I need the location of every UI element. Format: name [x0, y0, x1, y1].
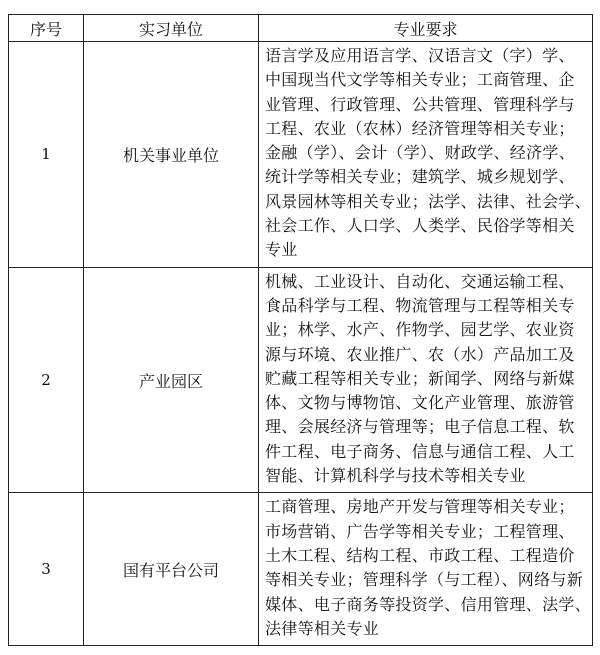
requirement-line: 件工程、电子商务、信息与通信工程、人工: [265, 441, 575, 461]
row-major-requirements: [259, 493, 593, 646]
requirement-line: 体、文物与博物馆、文化产业管理、旅游管: [265, 393, 575, 413]
header-internship-unit: 实习单位: [84, 15, 259, 42]
requirement-line: 统计学等相关专业；建筑学、城乡规划学、: [265, 167, 575, 187]
table-row: [9, 267, 593, 493]
internship-table: [8, 14, 593, 646]
table-row: [9, 493, 593, 646]
requirement-line: 市场营销、广告学等相关专业；工程管理、: [265, 521, 575, 541]
row-internship-unit: 产业园区: [84, 267, 259, 493]
requirement-line: 金融（学）、会计（学）、财政学、经济学、: [265, 143, 576, 163]
requirement-line: 语言学及应用语言学、汉语言文（字）学、: [265, 46, 575, 65]
row-internship-unit: 机关事业单位: [84, 42, 259, 268]
requirement-line: 专业: [265, 240, 298, 260]
header-serial-no: 序号: [9, 15, 84, 42]
requirement-line: 机械、工业设计、自动化、交通运输工程、: [265, 271, 575, 291]
requirement-line: 等相关专业；管理科学（与工程）、网络与新: [265, 570, 584, 590]
table-row: [9, 42, 593, 268]
row-internship-unit: 国有平台公司: [84, 493, 259, 646]
requirement-line: 社会工作、人口学、人类学、民俗学等相关: [265, 216, 575, 236]
header-row: [9, 15, 593, 42]
requirement-line: 工商管理、房地产开发与管理等相关专业；: [265, 497, 575, 517]
requirement-line: 源与环境、农业推广、农（水）产品加工及: [265, 344, 575, 364]
requirement-line: 理、会展经济与管理等；电子信息工程、软: [265, 417, 575, 437]
requirement-line: 媒体、电子商务等投资学、信用管理、法学、: [265, 594, 592, 614]
requirement-line: 贮藏工程等相关专业；新闻学、网络与新媒: [265, 368, 575, 388]
requirement-line: 工程、农业（农林）经济管理等相关专业；: [265, 118, 575, 138]
requirement-line: 食品科学与工程、物流管理与工程等相关专: [265, 295, 575, 315]
requirement-line: 业管理、行政管理、公共管理、管理科学与: [265, 94, 575, 114]
requirement-line: 中国现当代文学等相关专业；工商管理、企: [265, 70, 575, 90]
row-major-requirements: [259, 42, 593, 268]
requirement-line: 智能、计算机科学与技术等相关专业: [265, 466, 526, 486]
row-serial-no: 3: [9, 493, 84, 646]
row-serial-no: 1: [9, 42, 84, 268]
header-major-requirements: 专业要求: [259, 15, 593, 42]
row-major-requirements: [259, 267, 593, 493]
row-serial-no: 2: [9, 267, 84, 493]
requirement-line: 法律等相关专业: [265, 618, 380, 638]
requirement-line: 土木工程、结构工程、市政工程、工程造价: [265, 545, 575, 565]
requirement-line: 业；林学、水产、作物学、园艺学、农业资: [265, 320, 575, 340]
requirement-line: 风景园林等相关专业；法学、法律、社会学、: [265, 191, 592, 211]
